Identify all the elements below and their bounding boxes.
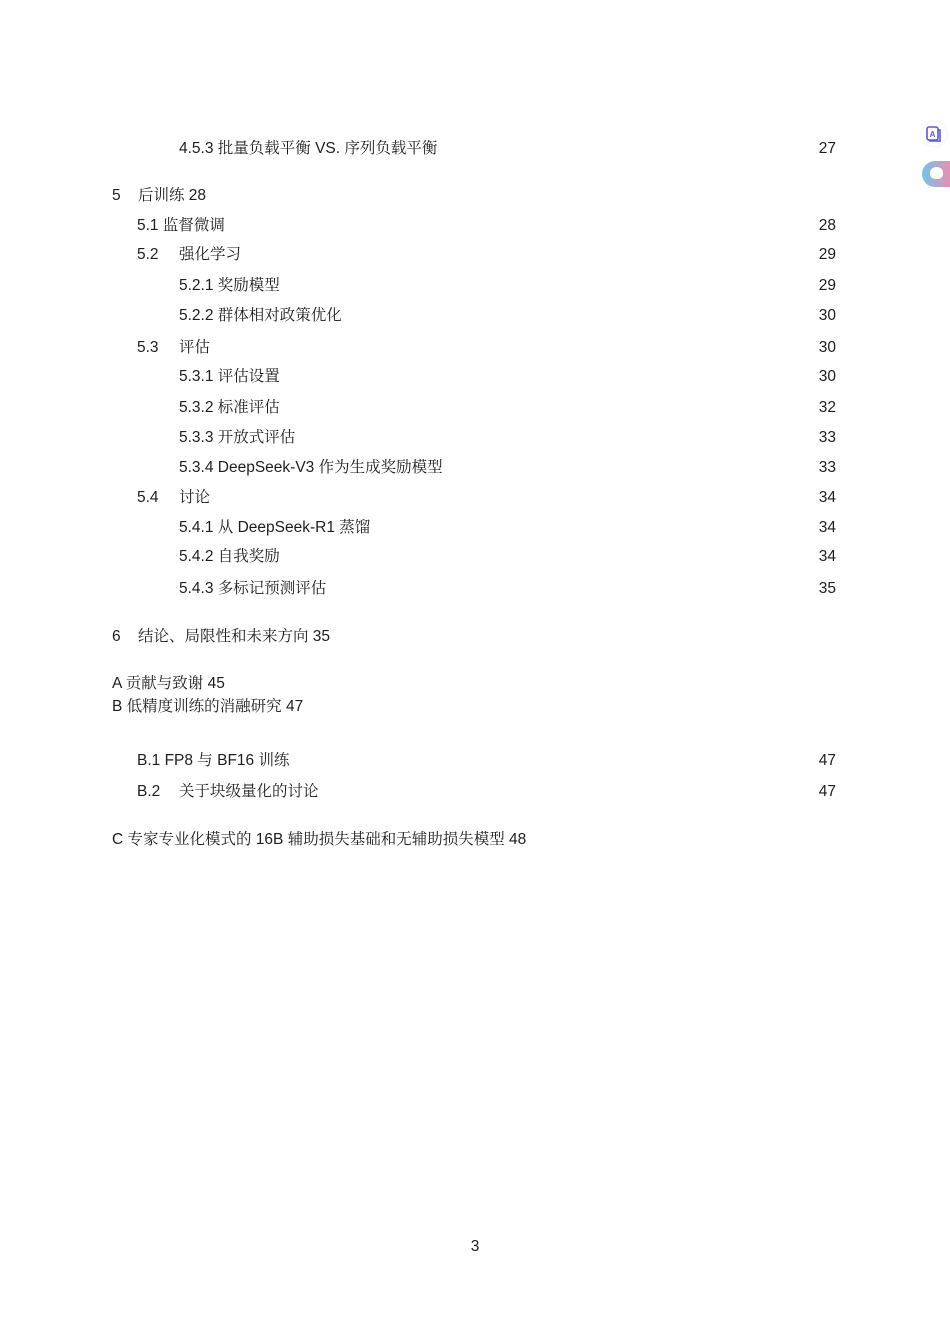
toc-title: 后训练 28 <box>138 187 207 204</box>
toc-entry[interactable] <box>0 696 950 718</box>
toc-entry[interactable] <box>0 517 950 539</box>
toc-title: 强化学习 <box>179 246 242 263</box>
toc-title: 5.3.4 DeepSeek-V3 作为生成奖励模型 <box>179 459 443 476</box>
toc-page: 33 <box>818 459 836 476</box>
toc-page: 32 <box>818 399 836 416</box>
translate-icon-letter: A <box>929 130 936 139</box>
toc-entry[interactable] <box>0 366 950 388</box>
page-number: 3 <box>470 1238 480 1255</box>
toc-number: 5.4 <box>137 489 159 506</box>
toc-title: 4.5.3 批量负载平衡 VS. 序列负载平衡 <box>179 140 438 157</box>
toc-entry[interactable] <box>0 215 950 237</box>
ai-assistant-button[interactable] <box>922 161 950 187</box>
toc-entry[interactable] <box>0 457 950 479</box>
toc-title: C 专家专业化模式的 16B 辅助损失基础和无辅助损失模型 48 <box>112 831 527 848</box>
toc-title: B.1 FP8 与 BF16 训练 <box>137 752 290 769</box>
toc-title: 5.3.3 开放式评估 <box>179 429 296 446</box>
toc-entry[interactable] <box>0 397 950 419</box>
toc-entry[interactable] <box>0 578 950 600</box>
toc-entry[interactable] <box>0 337 950 359</box>
toc-title: 讨论 <box>179 489 211 506</box>
toc-entry[interactable] <box>0 829 950 851</box>
toc-page: 34 <box>818 548 836 565</box>
toc-title: 关于块级量化的讨论 <box>179 783 319 800</box>
toc-title: 5.2.1 奖励模型 <box>179 277 280 294</box>
toc-page: 30 <box>818 307 836 324</box>
toc-title: 5.4.1 从 DeepSeek-R1 蒸馏 <box>179 519 371 536</box>
toc-page: 29 <box>818 277 836 294</box>
toc-page: 33 <box>818 429 836 446</box>
toc-entry[interactable] <box>0 427 950 449</box>
toc-entry[interactable] <box>0 275 950 297</box>
assistant-mascot-icon <box>930 167 943 179</box>
toc-page: 27 <box>818 140 836 157</box>
toc-entry[interactable] <box>0 781 950 803</box>
toc-entry[interactable] <box>0 185 950 207</box>
toc-entry[interactable] <box>0 487 950 509</box>
toc-number: B.2 <box>137 783 161 800</box>
toc-page: 47 <box>818 752 836 769</box>
toc-page: 28 <box>818 217 836 234</box>
toc-page: 34 <box>818 519 836 536</box>
toc-entry[interactable] <box>0 546 950 568</box>
toc-title: 评估 <box>179 339 211 356</box>
toc-page: 30 <box>818 368 836 385</box>
toc-title: A 贡献与致谢 45 <box>112 675 225 692</box>
toc-title: 5.4.3 多标记预测评估 <box>179 580 327 597</box>
toc-entry[interactable] <box>0 138 950 160</box>
toc-title: 5.3.2 标准评估 <box>179 399 280 416</box>
toc-page: 47 <box>818 783 836 800</box>
toc-title: B 低精度训练的消融研究 47 <box>112 698 304 715</box>
toc-entry[interactable] <box>0 626 950 648</box>
toc-entry[interactable] <box>0 673 950 695</box>
toc-entry[interactable] <box>0 244 950 266</box>
toc-page: 34 <box>818 489 836 506</box>
toc-page: 35 <box>818 580 836 597</box>
toc-entry[interactable] <box>0 750 950 772</box>
toc-number: 5.2 <box>137 246 159 263</box>
toc-entry[interactable] <box>0 305 950 327</box>
toc-number: 6 <box>112 628 121 645</box>
toc-number: 5.3 <box>137 339 159 356</box>
toc-page: 30 <box>818 339 836 356</box>
translate-icon <box>925 125 943 143</box>
toc-title: 5.3.1 评估设置 <box>179 368 280 385</box>
toc-title: 5.1 监督微调 <box>137 217 225 234</box>
toc-title: 结论、局限性和未来方向 35 <box>138 628 331 645</box>
toc-title: 5.2.2 群体相对政策优化 <box>179 307 342 324</box>
toc-page: 29 <box>818 246 836 263</box>
toc-title: 5.4.2 自我奖励 <box>179 548 280 565</box>
toc-number: 5 <box>112 187 121 204</box>
translate-button[interactable] <box>922 122 946 146</box>
